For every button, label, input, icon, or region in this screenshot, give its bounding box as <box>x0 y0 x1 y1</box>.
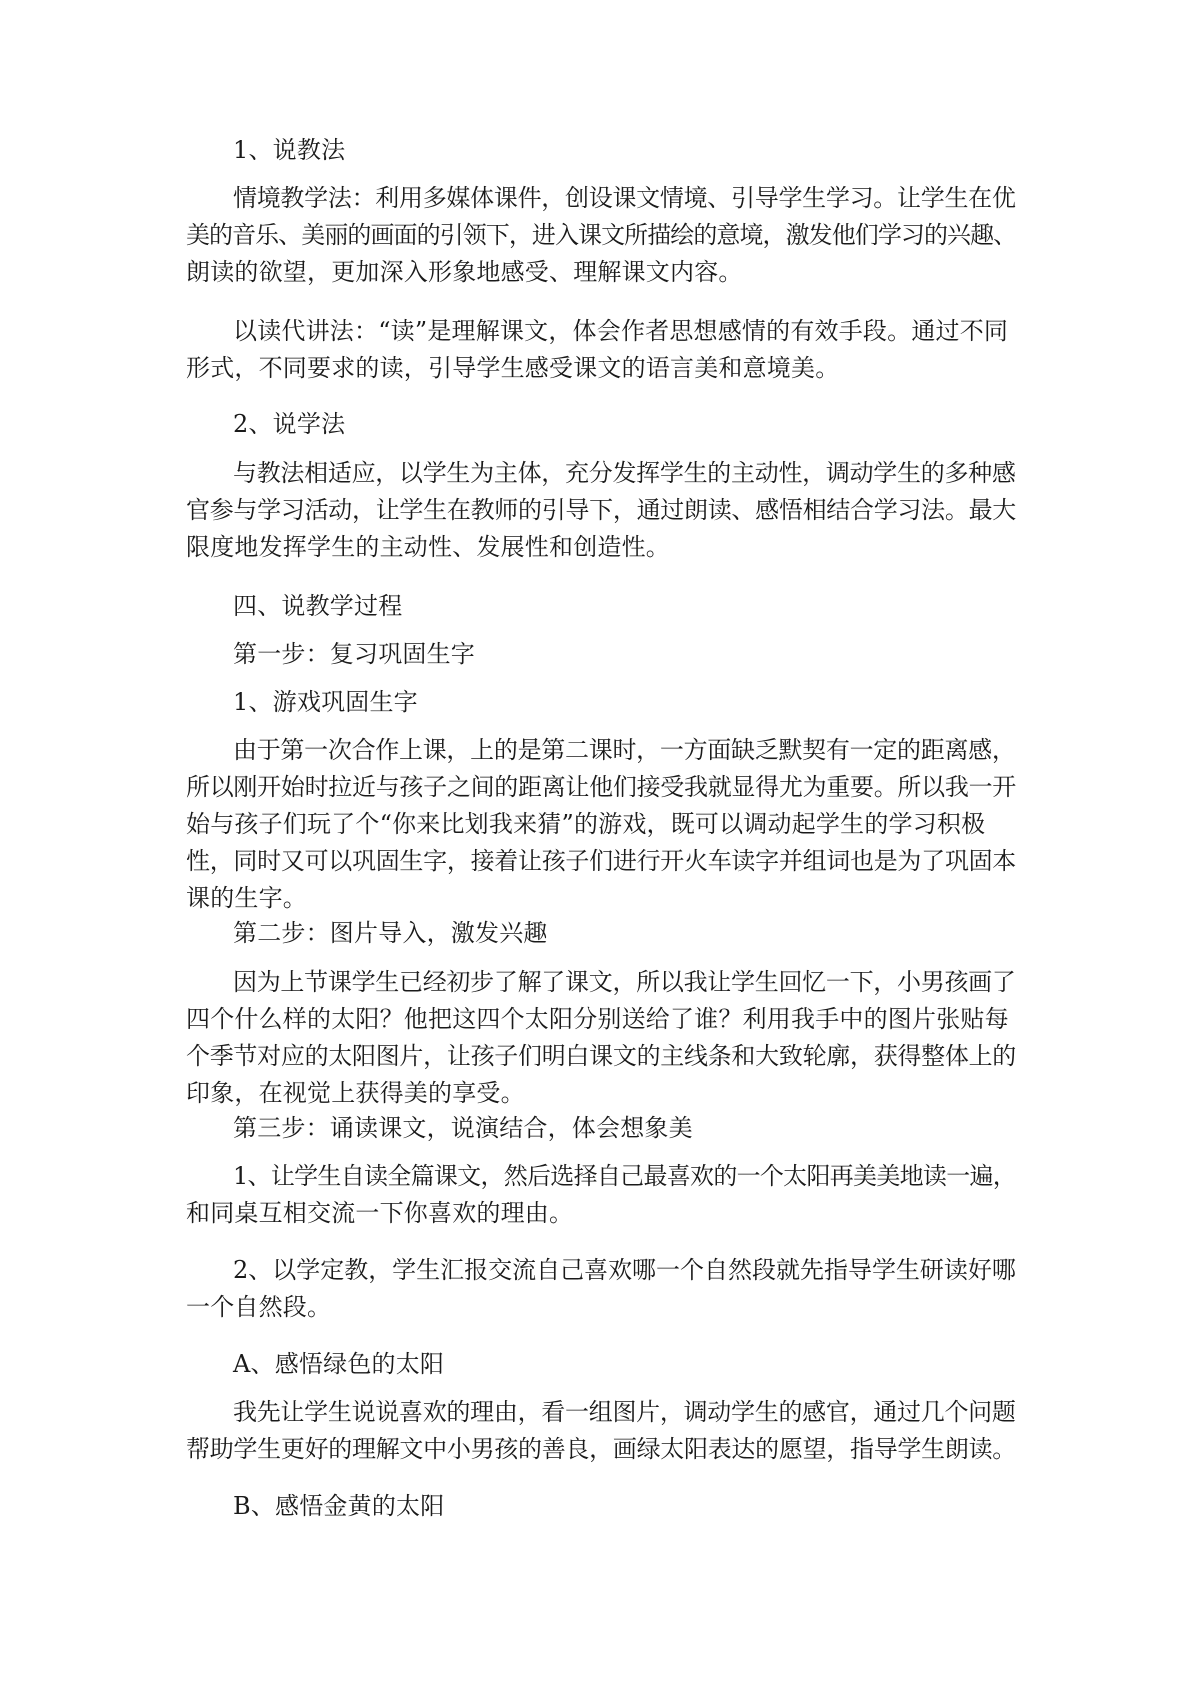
text-line: 情境教学法：利用多媒体课件，创设课文情境、引导学生学习。让学生在优 <box>233 184 1016 212</box>
text-line: 1、说教法 <box>233 136 346 164</box>
heading-learning-method <box>186 406 1016 443</box>
paragraph-picture-introduction <box>186 964 1016 1112</box>
text-line: 形式，不同要求的读，引导学生感受课文的语言美和意境美。 <box>186 354 840 382</box>
text-line: 我先让学生说说喜欢的理由，看一组图片，调动学生的感官，通过几个问题 <box>233 1398 1016 1426</box>
heading-step-one <box>186 636 1016 673</box>
paragraph-situational-teaching <box>186 180 1016 291</box>
text-line: 帮助学生更好的理解文中小男孩的善良，画绿太阳表达的愿望，指导学生朗读。 <box>186 1435 1016 1463</box>
heading-step-two <box>186 915 1016 952</box>
paragraph-self-reading <box>186 1158 1016 1232</box>
heading-teaching-process <box>186 588 1016 625</box>
text-line: 课的生字。 <box>186 884 307 912</box>
text-line: 1、游戏巩固生字 <box>233 688 418 716</box>
text-line: 与教法相适应，以学生为主体，充分发挥学生的主动性，调动学生的多种感 <box>233 459 1016 487</box>
text-line: 四、说教学过程 <box>233 592 403 620</box>
heading-golden-sun <box>186 1488 1016 1525</box>
text-line: 朗读的欲望，更加深入形象地感受、理解课文内容。 <box>186 258 743 286</box>
text-line: 2、以学定教，学生汇报交流自己喜欢哪一个自然段就先指导学生研读好哪 <box>233 1256 1016 1284</box>
paragraph-first-cooperation <box>186 732 1016 917</box>
heading-game-review <box>186 684 1016 721</box>
text-line: 美的音乐、美丽的画面的引领下，进入课文所描绘的意境，激发他们学习的兴趣、 <box>186 221 1017 249</box>
text-line: 性，同时又可以巩固生字，接着让孩子们进行开火车读字并组词也是为了巩固本 <box>186 847 1016 875</box>
text-line: A、感悟绿色的太阳 <box>233 1350 445 1378</box>
text-line: 因为上节课学生已经初步了解了课文，所以我让学生回忆一下，小男孩画了 <box>233 968 1016 996</box>
text-line: 个季节对应的太阳图片，让孩子们明白课文的主线条和大致轮廓，获得整体上的 <box>186 1042 1016 1070</box>
text-line: 一个自然段。 <box>186 1293 332 1321</box>
paragraph-reading-instead-of-lecturing <box>186 313 1016 387</box>
text-line: B、感悟金黄的太阳 <box>233 1492 445 1520</box>
paragraph-student-centered <box>186 455 1016 566</box>
text-line: 1、让学生自读全篇课文，然后选择自己最喜欢的一个太阳再美美地读一遍， <box>233 1162 1017 1190</box>
paragraph-learn-then-teach <box>186 1252 1016 1326</box>
text-line: 第三步：诵读课文，说演结合，体会想象美 <box>233 1114 693 1142</box>
heading-step-three <box>186 1110 1016 1147</box>
text-line: 四个什么样的太阳？他把这四个太阳分别送给了谁？利用我手中的图片张贴每 <box>186 1005 1009 1033</box>
text-line: 官参与学习活动，让学生在教师的引导下，通过朗读、感悟相结合学习法。最大 <box>186 496 1016 524</box>
text-line: 印象，在视觉上获得美的享受。 <box>186 1079 525 1107</box>
text-line: 第二步：图片导入，激发兴趣 <box>233 919 548 947</box>
text-line: 所以刚开始时拉近与孩子之间的距离让他们接受我就显得尤为重要。所以我一开 <box>186 773 1016 801</box>
text-line: 始与孩子们玩了个“你来比划我来猜”的游戏，既可以调动起学生的学习积极 <box>186 810 986 838</box>
paragraph-green-sun <box>186 1394 1016 1468</box>
text-line: 限度地发挥学生的主动性、发展性和创造性。 <box>186 533 670 561</box>
text-line: 以读代讲法：“读”是理解课文，体会作者思想感情的有效手段。通过不同 <box>233 317 1009 345</box>
text-line: 第一步：复习巩固生字 <box>233 640 475 668</box>
text-line: 2、说学法 <box>233 410 346 438</box>
text-line: 和同桌互相交流一下你喜欢的理由。 <box>186 1199 574 1227</box>
text-line: 由于第一次合作上课，上的是第二课时，一方面缺乏默契有一定的距离感， <box>233 736 1016 764</box>
heading-teaching-method <box>186 132 1016 169</box>
heading-green-sun <box>186 1346 1016 1383</box>
